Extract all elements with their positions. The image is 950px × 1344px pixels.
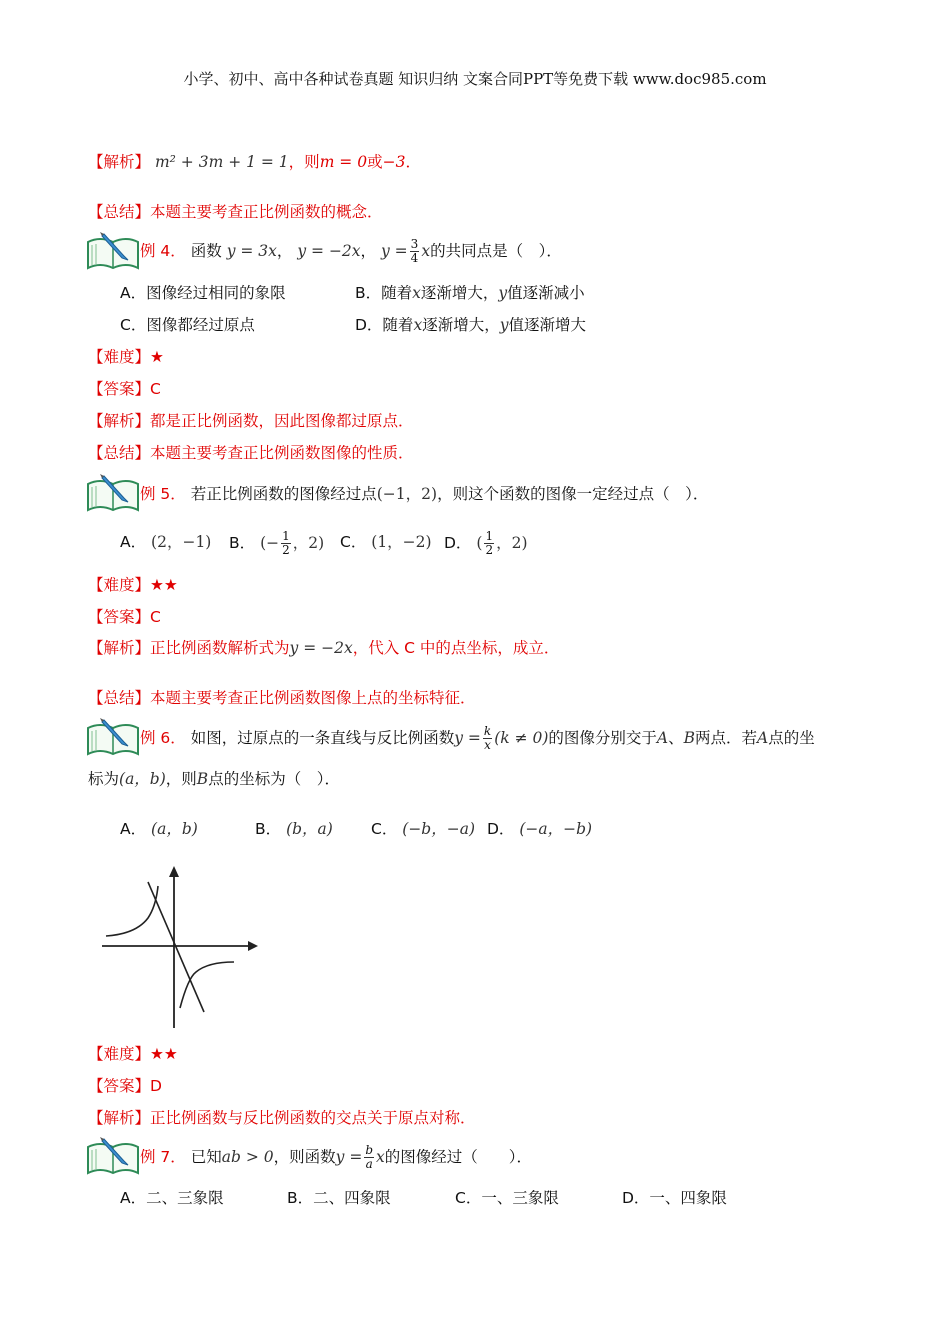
summary-tag: 【总结】	[88, 444, 151, 462]
analysis-m0: m = 0	[319, 153, 368, 171]
proportional-line	[148, 882, 204, 1012]
book-pencil-icon	[86, 1133, 140, 1177]
answer-row	[88, 605, 161, 627]
difficulty-row	[88, 1042, 178, 1064]
point-a: A	[757, 729, 769, 747]
option-d	[444, 530, 528, 557]
analysis-row	[88, 1106, 476, 1128]
option-text: 值逐渐增大	[508, 316, 586, 334]
option-c: C．一、三象限	[455, 1189, 559, 1207]
function-2: y = −2x	[297, 242, 361, 260]
fraction-denominator: 4	[410, 251, 419, 265]
fraction-denominator: x	[484, 738, 491, 752]
option-b	[255, 817, 333, 839]
option-label: B．	[255, 820, 282, 838]
summary-text: 本题主要考查正比例函数图像上点的坐标特征．	[150, 689, 476, 707]
question-text: 函数	[190, 242, 222, 260]
option-c	[371, 817, 475, 839]
answer-value: C	[150, 380, 161, 398]
function-var: x	[376, 1148, 385, 1166]
function-graph-figure	[96, 858, 264, 1034]
difficulty-stars: ★★	[150, 576, 178, 594]
answer-tag: 【答案】	[88, 608, 151, 626]
difficulty-row	[88, 345, 164, 367]
fraction-denominator: 2	[282, 543, 290, 557]
option-label: C．	[340, 533, 367, 551]
analysis-row	[88, 409, 414, 431]
analysis-m3: −3	[382, 153, 406, 171]
analysis-row	[88, 636, 559, 658]
option-text: 值逐渐减小	[507, 284, 585, 302]
question-text: ，则	[165, 770, 197, 788]
summary-row	[88, 441, 414, 463]
answer-row	[88, 377, 161, 399]
option-value: (−a，−b)	[519, 820, 593, 838]
question-text: 如图，过原点的一条直线与反比例函数	[190, 729, 455, 747]
summary-row	[88, 686, 476, 708]
option-a	[120, 530, 211, 552]
option-label: B．	[229, 534, 256, 552]
option-value: (−	[260, 534, 280, 552]
difficulty-stars: ★	[150, 348, 164, 366]
option-b	[355, 281, 585, 303]
summary-text: 本题主要考查正比例函数的概念．	[150, 203, 383, 221]
question-text: 的图像分别交于	[548, 729, 657, 747]
difficulty-tag: 【难度】	[88, 1045, 151, 1063]
option-text: 逐渐增大，	[420, 284, 499, 302]
option-label: D．	[444, 534, 472, 552]
question-text: 若正比例函数的图像经过点	[190, 485, 377, 503]
analysis-text: ，代入 C 中的点坐标，成立．	[352, 639, 560, 657]
example-label: 例 6．	[140, 729, 186, 747]
example-label: 例 7．	[140, 1148, 186, 1166]
analysis-end: ．	[405, 153, 421, 171]
summary-tag: 【总结】	[88, 203, 151, 221]
example-6-question-line2	[88, 767, 340, 789]
analysis-tag: 【解析】	[88, 412, 151, 430]
option-b	[229, 530, 324, 557]
option-label: A．	[120, 820, 147, 838]
fraction-numerator: k	[483, 724, 492, 738]
option-text: D．随着	[355, 316, 414, 334]
fraction	[410, 238, 420, 265]
fraction-denominator: 2	[485, 543, 494, 557]
fraction-numerator: 1	[282, 529, 290, 543]
summary-text: 本题主要考查正比例函数图像的性质．	[150, 444, 414, 462]
option-c	[340, 530, 432, 552]
fraction-numerator: b	[365, 1143, 373, 1157]
hyperbola-branch-left	[106, 886, 158, 936]
analysis-or: 或	[367, 153, 383, 171]
analysis-text: 正比例函数解析式为	[150, 639, 290, 657]
analysis-text: 都是正比例函数，因此图像都过原点．	[150, 412, 414, 430]
analysis-tag: 【解析】	[88, 639, 151, 657]
analysis-text: ，则	[288, 153, 320, 171]
option-a: A．图像经过相同的象限	[120, 284, 286, 302]
example-5-question	[140, 482, 708, 504]
option-value: (−b，−a)	[402, 820, 475, 838]
option-value: (1，−2)	[371, 533, 432, 551]
fraction	[364, 1144, 374, 1171]
example-4-question	[140, 238, 562, 265]
book-pencil-icon	[86, 470, 140, 514]
option-label: C．	[371, 820, 398, 838]
fraction	[281, 530, 291, 557]
question-text: 两点．若	[695, 729, 758, 747]
option-c: C．图像都经过原点	[120, 316, 255, 334]
function-3-var: x	[421, 242, 431, 260]
analysis-equation: y = −2x	[289, 639, 353, 657]
answer-tag: 【答案】	[88, 380, 151, 398]
difficulty-row	[88, 573, 178, 595]
summary-tag: 【总结】	[88, 689, 151, 707]
var-x: x	[413, 316, 423, 334]
fraction	[484, 530, 494, 557]
condition: ab > 0	[221, 1148, 274, 1166]
function-lhs: y =	[335, 1148, 363, 1166]
option-value: (a，b)	[151, 820, 198, 838]
answer-row	[88, 1074, 162, 1096]
difficulty-tag: 【难度】	[88, 348, 151, 366]
function-3-lhs: y =	[381, 242, 408, 260]
function-1: y = 3x	[226, 242, 277, 260]
option-value: (	[476, 534, 483, 552]
question-text: ，则这个函数的图像一定经过点（ ）．	[437, 485, 709, 503]
option-value: (2，−1)	[151, 533, 212, 551]
question-text: ，则函数	[273, 1148, 336, 1166]
option-label: A．	[120, 533, 147, 551]
book-pencil-icon	[86, 228, 140, 272]
fraction-denominator: a	[365, 1157, 373, 1171]
question-text: 点的坐	[768, 729, 815, 747]
example-7-question	[140, 1144, 532, 1171]
option-value: ，2)	[292, 534, 325, 552]
var-y: y	[498, 284, 508, 302]
var-x: x	[412, 284, 421, 302]
example-6-question	[140, 725, 815, 752]
answer-value: C	[150, 608, 161, 626]
point-b: B	[683, 729, 696, 747]
question-text: 的共同点是（ ）．	[430, 242, 562, 260]
answer-tag: 【答案】	[88, 1077, 151, 1095]
summary-row-top	[88, 200, 383, 222]
page-header: 小学、初中、高中各种试卷真题 知识归纳 文案合同PPT等免费下载 www.doc985.com	[183, 70, 767, 88]
fraction	[483, 725, 492, 752]
analysis-tag: 【解析】	[88, 153, 151, 171]
book-pencil-icon	[86, 714, 140, 758]
option-value: ，2)	[496, 534, 528, 552]
option-d	[355, 313, 586, 335]
option-text: B．随着	[355, 284, 413, 302]
option-a	[120, 817, 198, 839]
point-b: B	[196, 770, 209, 788]
fraction-numerator: 3	[410, 237, 419, 251]
analysis-equation: m² + 3m + 1 = 1	[154, 153, 289, 171]
option-a: A．二、三象限	[120, 1189, 224, 1207]
point-coordinate: (a，b)	[119, 770, 166, 788]
separator: 、	[668, 729, 684, 747]
separator: ，	[276, 242, 293, 260]
analysis-row-top	[88, 150, 421, 172]
example-label: 例 4．	[140, 242, 186, 260]
difficulty-stars: ★★	[150, 1045, 178, 1063]
difficulty-tag: 【难度】	[88, 576, 151, 594]
answer-value: D	[150, 1077, 162, 1095]
option-label: D．	[487, 820, 515, 838]
question-text: 的图像经过（ ）．	[384, 1148, 533, 1166]
function-condition: (k ≠ 0)	[494, 729, 549, 747]
option-text: 逐渐增大，	[422, 316, 500, 334]
point-coordinate: (−1，2)	[376, 485, 438, 503]
var-y: y	[499, 316, 509, 334]
example-label: 例 5．	[140, 485, 186, 503]
point-a: A	[656, 729, 669, 747]
question-text: 标为	[88, 770, 120, 788]
option-d: D．一、四象限	[622, 1189, 727, 1207]
separator: ，	[360, 242, 377, 260]
fraction-numerator: 1	[485, 529, 494, 543]
x-axis-arrow	[248, 941, 258, 951]
y-axis-arrow	[169, 866, 179, 877]
option-b: B．二、四象限	[287, 1189, 391, 1207]
analysis-text: 正比例函数与反比例函数的交点关于原点对称．	[150, 1109, 476, 1127]
analysis-tag: 【解析】	[88, 1109, 151, 1127]
question-text: 点的坐标为（ ）．	[208, 770, 340, 788]
option-d	[487, 817, 592, 839]
question-text: 已知	[190, 1148, 222, 1166]
function-lhs: y =	[454, 729, 481, 747]
option-value: (b，a)	[286, 820, 333, 838]
hyperbola-branch-right	[180, 962, 234, 1008]
